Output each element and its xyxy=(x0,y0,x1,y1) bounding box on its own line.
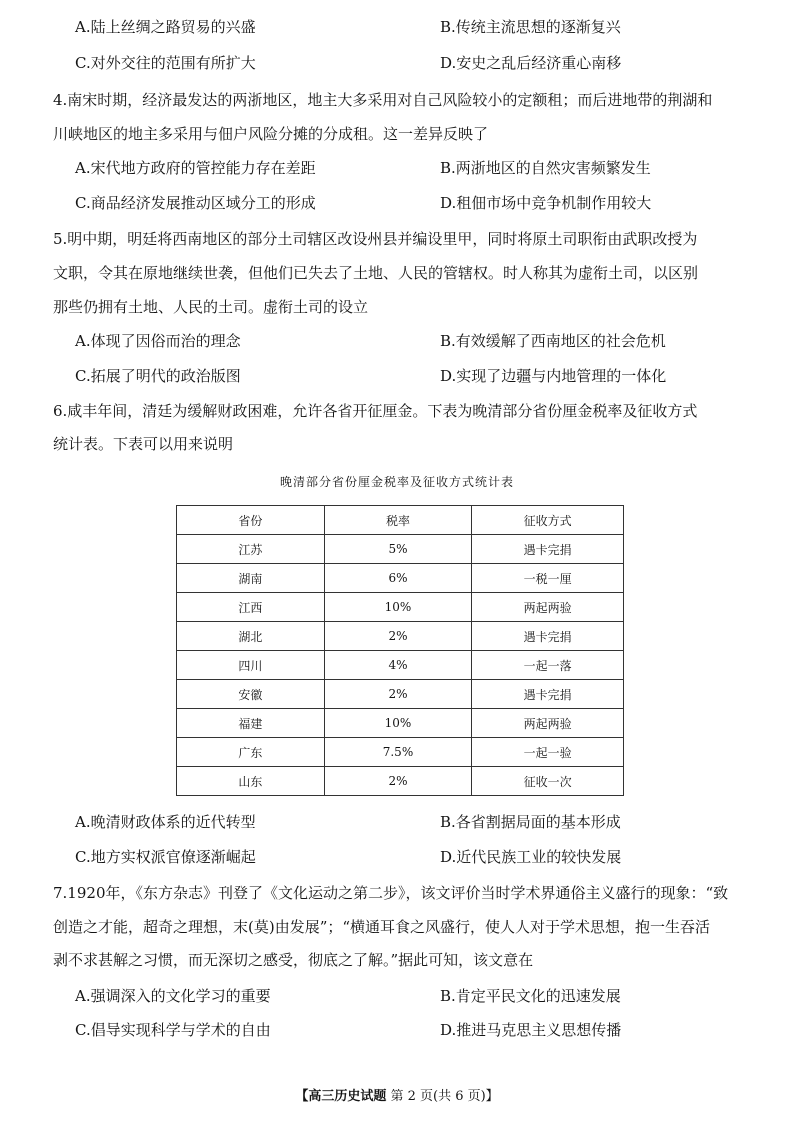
province-cell: 四川 xyxy=(177,651,325,680)
table-row xyxy=(177,709,624,738)
q5-option-b: B.有效缓解了西南地区的社会危机 xyxy=(440,332,666,350)
q7-stem-line-3: 剥不求甚解之习惯，而无深切之感受，彻底之了解。”据此可知，该文意在 xyxy=(53,951,534,969)
q6-option-d: D.近代民族工业的较快发展 xyxy=(440,848,622,866)
table-row xyxy=(177,767,624,796)
footer-page-number: 第 2 页(共 6 页)】 xyxy=(390,1089,499,1104)
table-header-row xyxy=(177,506,624,535)
province-cell: 山东 xyxy=(177,767,325,796)
method-cell: 一起一落 xyxy=(472,651,624,680)
method-cell: 遇卡完捐 xyxy=(472,622,624,651)
table-row xyxy=(177,651,624,680)
province-cell: 福建 xyxy=(177,709,325,738)
table-title: 晚清部分省份厘金税率及征收方式统计表 xyxy=(279,475,514,489)
q5-stem-line-3: 那些仍拥有土地、人民的土司。虚衔土司的设立 xyxy=(53,298,369,316)
table-header-rate: 税率 xyxy=(324,506,472,535)
method-cell: 一税一厘 xyxy=(472,564,624,593)
q5-option-c: C.拓展了明代的政治版图 xyxy=(75,367,241,385)
q7-stem-line-2: 创造之才能，超奇之理想，末(莫)由发展”；“横通耳食之风盛行，使人人对于学术思想，抱一生吞活 xyxy=(53,918,711,936)
q5-option-d: D.实现了边疆与内地管理的一体化 xyxy=(440,367,667,385)
table-row xyxy=(177,535,624,564)
table-header-province: 省份 xyxy=(177,506,325,535)
q3-option-d: D.安史之乱后经济重心南移 xyxy=(440,54,622,72)
q3-option-c: C.对外交往的范围有所扩大 xyxy=(75,54,256,72)
q3-option-a: A.陆上丝绸之路贸易的兴盛 xyxy=(75,18,256,36)
q4-stem-line-2: 川峡地区的地主多采用与佃户风险分摊的分成租。这一差异反映了 xyxy=(53,125,489,143)
q5-stem-line-1: 5.明中期，明廷将西南地区的部分土司辖区改设州县并编设里甲，同时将原土司职衔由武职改授为 xyxy=(53,230,698,248)
method-cell: 遇卡完捐 xyxy=(472,535,624,564)
table-header-method: 征收方式 xyxy=(472,506,624,535)
province-cell: 广东 xyxy=(177,738,325,767)
q6-option-a: A.晚清财政体系的近代转型 xyxy=(75,813,256,831)
q4-option-c: C.商品经济发展推动区域分工的形成 xyxy=(75,194,316,212)
q4-stem-line-1: 4.南宋时期，经济最发达的两浙地区，地主大多采用对自己风险较小的定额租；而后进地带的荆湖和 xyxy=(53,91,713,109)
q5-option-a: A.体现了因俗而治的理念 xyxy=(75,332,241,350)
province-cell: 江苏 xyxy=(177,535,325,564)
q5-stem-line-2: 文职，令其在原地继续世袭，但他们已失去了土地、人民的管辖权。时人称其为虚衔土司，以区别 xyxy=(53,264,699,282)
province-cell: 安徽 xyxy=(177,680,325,709)
q6-option-b: B.各省割据局面的基本形成 xyxy=(440,813,621,831)
q3-option-b: B.传统主流思想的逐渐复兴 xyxy=(440,18,621,36)
rate-cell: 7.5% xyxy=(324,738,472,767)
method-cell: 一起一验 xyxy=(472,738,624,767)
q4-option-a: A.宋代地方政府的管控能力存在差距 xyxy=(75,159,316,177)
table-row xyxy=(177,564,624,593)
q7-option-c: C.倡导实现科学与学术的自由 xyxy=(75,1021,271,1039)
q7-stem-line-1: 7.1920年，《东方杂志》刊登了《文化运动之第二步》，该文评价当时学术界通俗主义盛行的现象：“致 xyxy=(53,884,729,902)
q6-stem-line-1: 6.咸丰年间，清廷为缓解财政困难，允许各省开征厘金。下表为晚清部分省份厘金税率及征收方式 xyxy=(53,402,698,420)
method-cell: 两起两验 xyxy=(472,709,624,738)
q4-option-d: D.租佃市场中竞争机制作用较大 xyxy=(440,194,652,212)
q7-option-d: D.推进马克思主义思想传播 xyxy=(440,1021,622,1039)
q6-stem-line-2: 统计表。下表可以用来说明 xyxy=(53,435,234,453)
rate-cell: 2% xyxy=(324,622,472,651)
rate-cell: 10% xyxy=(324,593,472,622)
table-row xyxy=(177,738,624,767)
q6-option-c: C.地方实权派官僚逐渐崛起 xyxy=(75,848,256,866)
likin-tax-table xyxy=(176,505,624,796)
table-row xyxy=(177,680,624,709)
page-footer xyxy=(0,1085,794,1104)
rate-cell: 2% xyxy=(324,680,472,709)
rate-cell: 10% xyxy=(324,709,472,738)
rate-cell: 6% xyxy=(324,564,472,593)
method-cell: 征收一次 xyxy=(472,767,624,796)
footer-paper-title: 【高三历史试题 xyxy=(295,1089,387,1104)
rate-cell: 2% xyxy=(324,767,472,796)
q7-option-b: B.肯定平民文化的迅速发展 xyxy=(440,987,621,1005)
q4-option-b: B.两浙地区的自然灾害频繁发生 xyxy=(440,159,651,177)
province-cell: 湖北 xyxy=(177,622,325,651)
rate-cell: 4% xyxy=(324,651,472,680)
table-row xyxy=(177,593,624,622)
q7-option-a: A.强调深入的文化学习的重要 xyxy=(75,987,271,1005)
method-cell: 两起两验 xyxy=(472,593,624,622)
province-cell: 湖南 xyxy=(177,564,325,593)
province-cell: 江西 xyxy=(177,593,325,622)
method-cell: 遇卡完捐 xyxy=(472,680,624,709)
table-row xyxy=(177,622,624,651)
rate-cell: 5% xyxy=(324,535,472,564)
